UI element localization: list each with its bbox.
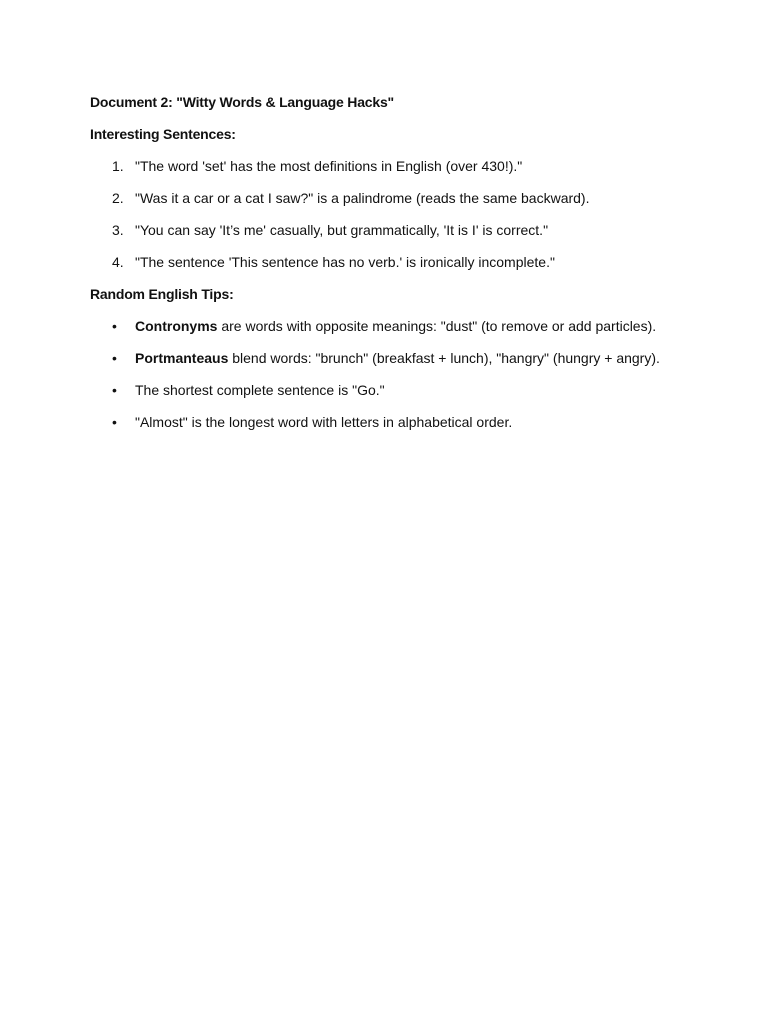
list-number: 4. <box>112 254 124 270</box>
list-item <box>90 220 710 240</box>
list-item <box>90 316 710 336</box>
list-item-text: "Almost" is the longest word with letters in alphabetical order. <box>135 414 513 430</box>
list-number: 3. <box>112 222 124 238</box>
list-item-text: "The word 'set' has the most definitions in English (over 430!)." <box>135 158 523 174</box>
document-body <box>90 92 710 444</box>
list-item-text: blend words: "brunch" (breakfast + lunch), "hangry" (hungry + angry). <box>228 350 660 366</box>
list-item <box>90 412 710 432</box>
document-title: Document 2: "Witty Words & Language Hacks" <box>90 94 394 110</box>
term-label: Portmanteaus <box>135 350 229 366</box>
bullet-icon: • <box>112 414 117 430</box>
numbered-list <box>90 156 710 272</box>
list-item-text: "Was it a car or a cat I saw?" is a palindrome (reads the same backward). <box>135 190 590 206</box>
bullet-icon: • <box>112 350 117 366</box>
list-item <box>90 380 710 400</box>
list-item <box>90 348 710 368</box>
section-heading-interesting-sentences: Interesting Sentences: <box>90 126 236 142</box>
bullet-icon: • <box>112 318 117 334</box>
list-item <box>90 188 710 208</box>
list-item <box>90 156 710 176</box>
list-item-text: "You can say 'It’s me' casually, but grammatically, 'It is I' is correct." <box>135 222 549 238</box>
bullet-list <box>90 316 710 432</box>
term-label: Contronyms <box>135 318 218 334</box>
list-item-text: The shortest complete sentence is "Go." <box>135 382 385 398</box>
list-item <box>90 252 710 272</box>
list-number: 2. <box>112 190 124 206</box>
list-item-text: "The sentence 'This sentence has no verb.' is ironically incomplete." <box>135 254 555 270</box>
bullet-icon: • <box>112 382 117 398</box>
list-item-text: are words with opposite meanings: "dust" (to remove or add particles). <box>217 318 657 334</box>
section-heading-random-english-tips: Random English Tips: <box>90 286 234 302</box>
list-number: 1. <box>112 158 124 174</box>
